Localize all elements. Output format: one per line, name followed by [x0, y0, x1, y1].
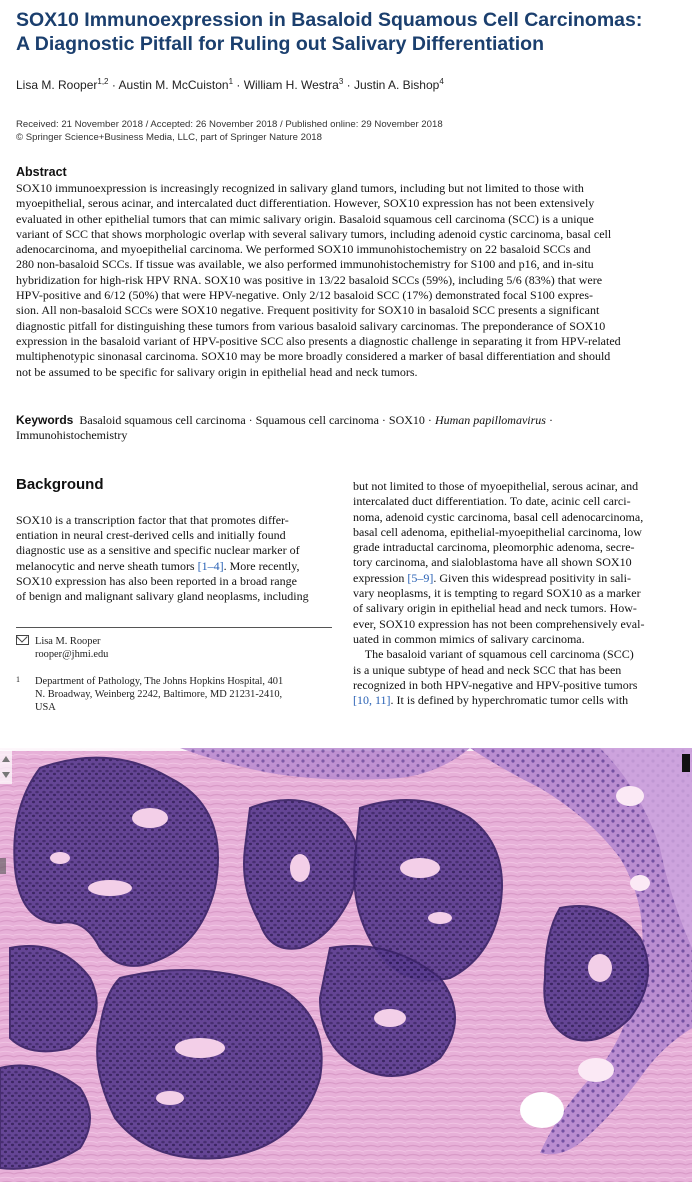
- keywords-label: Keywords: [16, 413, 74, 427]
- stromal-strand: [290, 854, 310, 882]
- author-separator: ·: [233, 78, 244, 92]
- body-text-line: diagnostic use as a sensitive and specific nuclear marker of: [16, 543, 300, 558]
- abstract-line: HPV-positive and 6/12 (50%) that were HPV-negative. Only 2/12 basaloid SCC (17%) demonstrated focal S100 expres-: [16, 288, 594, 303]
- body-text-line: SOX10 is a transcription factor that that promotes differ-: [16, 513, 289, 527]
- author-affiliation-mark: 1,2: [97, 77, 109, 86]
- viewer-side-handle[interactable]: [0, 858, 6, 874]
- stromal-strand: [588, 954, 612, 982]
- body-text-line: recognized in both HPV-negative and HPV-positive tumors: [353, 677, 638, 692]
- abstract-line: adenocarcinoma, and myoepithelial carcinoma. We performed SOX10 immunohistochemistry on 22 basaloid SCCs and: [16, 242, 591, 257]
- abstract-line: 280 non-basaloid SCCs. If tissue was available, we also performed immunohistochemistry for S100 and p16, and in-situ: [16, 257, 594, 272]
- lumen: [616, 786, 644, 806]
- keywords-line-2: Immunohistochemistry: [16, 428, 128, 442]
- citation-link[interactable]: [1–4]: [197, 558, 224, 573]
- stromal-strand: [374, 1009, 406, 1027]
- body-text-line: tory carcinoma, and sialoblastoma have all shown SOX10: [353, 555, 632, 570]
- author-name: William H. Westra: [243, 78, 339, 92]
- abstract-line: not be assumed to be specific for salivary origin in epithelial head and neck tumors.: [16, 364, 418, 379]
- body-text-line: basal cell adenoma, epithelial-myoepithelial carcinoma, low: [353, 524, 642, 539]
- stromal-strand: [132, 808, 168, 828]
- stromal-strand: [175, 1038, 225, 1058]
- abstract-line: SOX10 immunoexpression is increasingly recognized in salivary gland tumors, including but not limited to those with: [16, 181, 584, 195]
- correspondence-email[interactable]: rooper@jhmi.edu: [35, 649, 109, 660]
- basaloid-nest: [97, 970, 322, 1159]
- author-affiliation-mark: 4: [439, 77, 444, 86]
- lumen: [578, 1058, 614, 1082]
- body-text-line: entiation in neural crest-derived cells and initially found: [16, 528, 286, 543]
- body-column-left: [16, 513, 332, 604]
- affiliation-text: [35, 675, 283, 714]
- affiliation-number: 1: [16, 675, 20, 684]
- envelope-icon: [16, 635, 29, 645]
- vacuole: [520, 1092, 564, 1128]
- stromal-strand: [50, 852, 70, 864]
- viewer-nav-control[interactable]: [0, 750, 12, 784]
- citation-link[interactable]: [10, 11]: [353, 693, 391, 708]
- stromal-strand: [428, 912, 452, 924]
- abstract-line: sion. All non-basaloid SCCs were SOX10 negative. Frequent positivity for SOX10 in basaloid SCC presents a significant: [16, 303, 600, 318]
- body-text-line: noma, adenoid cystic carcinoma, basal cell adenocarcinoma,: [353, 509, 644, 524]
- citation-link[interactable]: [5–9]: [407, 570, 434, 585]
- histology-micrograph: [0, 748, 692, 1190]
- abstract-line: variant of SCC that shows morphologic overlap with several salivary tumors, including adenoid cystic carcinoma, basal cell: [16, 226, 612, 241]
- abstract-line: myoepithelial, serous acinar, and intercalated duct differentiation. However, SOX10 expression has not been extensively: [16, 196, 595, 211]
- abstract-line: multiphenotypic sinonasal carcinoma. SOX10 may be more broadly considered a marker of basal differentiation and should: [16, 349, 611, 364]
- he-stained-tissue-image: [0, 748, 692, 1190]
- body-text-line: of benign and malignant salivary gland neoplasms, including: [16, 589, 309, 604]
- keywords: [16, 413, 553, 443]
- author-name: Lisa M. Rooper: [16, 78, 98, 92]
- correspondence-name: Lisa M. Rooper: [35, 636, 101, 647]
- title-line: A Diagnostic Pitfall for Ruling out Salivary Differentiation: [16, 33, 544, 55]
- author-affiliation-mark: 3: [338, 77, 344, 86]
- author-separator: ·: [108, 78, 119, 92]
- author-name: Austin M. McCuiston: [118, 78, 229, 92]
- abstract-line: hybridization for high-risk HPV RNA. SOX10 was positive in 13/22 basaloid SCCs (59%), including 5/6 (83%) that were: [16, 272, 603, 287]
- keywords-line: [16, 413, 553, 428]
- publication-dates: [16, 118, 443, 144]
- keyword-hpv: Human papillomavirus: [434, 413, 546, 427]
- title-line: SOX10 Immunoexpression in Basaloid Squamous Cell Carcinomas:: [16, 9, 643, 31]
- article-title: [16, 8, 656, 56]
- author-affiliation-mark: 1: [228, 77, 234, 86]
- body-column-right: [353, 479, 683, 708]
- abstract-line: evaluated in other epithelial tumors that can mimic salivary origin. Basaloid squamous cell carcinoma (SCC) is a unique: [16, 211, 594, 226]
- abstract-text: [16, 181, 676, 380]
- correspondence-footnote: [16, 634, 108, 661]
- body-text-line: vary neoplasms, it is tempting to regard SOX10 as a marker: [353, 586, 641, 601]
- body-text-line: [10, 11]. It is defined by hyperchromatic tumor cells with: [353, 693, 629, 708]
- author-separator: ·: [343, 78, 354, 92]
- body-text-line: of salivary origin in epithelial head and neck tumors. How-: [353, 601, 637, 616]
- body-text-line: melanocytic and nerve sheath tumors [1–4]. More recently,: [16, 558, 300, 573]
- abstract-line: expression in the basaloid variant of HPV-positive SCC also presents a diagnostic challenge in separating it from HPV-related: [16, 333, 621, 348]
- abstract-line: diagnostic pitfall for distinguishing these tumors from various basaloid salivary carcinomas. The preponderance of SOX10: [16, 318, 606, 333]
- stromal-strand: [156, 1091, 184, 1105]
- viewer-toolbar-icon[interactable]: [682, 754, 690, 772]
- received-accepted-published: Received: 21 November 2018 / Accepted: 26 November 2018 / Published online: 29 November 2018: [16, 119, 443, 130]
- keywords-list: Basaloid squamous cell carcinoma · Squamous cell carcinoma · SOX10 ·: [79, 413, 435, 427]
- body-text-line: ever, SOX10 expression has not been comprehensively eval-: [353, 616, 645, 631]
- lumen: [630, 875, 650, 891]
- affiliation-line: USA: [35, 702, 56, 713]
- author-list: [16, 77, 444, 92]
- body-text-line: The basaloid variant of squamous cell carcinoma (SCC): [353, 647, 634, 662]
- body-text-line: is a unique subtype of head and neck SCC that has been: [353, 662, 622, 677]
- body-text-line: intercalated duct differentiation. To date, acinic cell carci-: [353, 494, 631, 509]
- body-text-line: SOX10 expression has also been reported in a broad range: [16, 573, 297, 588]
- background-heading: Background: [16, 476, 104, 493]
- body-text-line: but not limited to those of myoepithelial, serous acinar, and: [353, 479, 639, 493]
- copyright-line: © Springer Science+Business Media, LLC, part of Springer Nature 2018: [16, 132, 322, 143]
- stromal-strand: [88, 880, 132, 896]
- footnote-divider: [16, 627, 332, 628]
- body-text-line: expression [5–9]. Given this widespread positivity in sali-: [353, 570, 631, 585]
- abstract-heading: Abstract: [16, 165, 67, 179]
- author-name: Justin A. Bishop: [353, 78, 440, 92]
- affiliation-line: N. Broadway, Weinberg 2242, Baltimore, MD 21231-2410,: [35, 689, 283, 700]
- body-text-line: uated in common mimics of salivary carcinoma.: [353, 631, 585, 646]
- keywords-separator: ·: [545, 413, 553, 427]
- affiliation-line: Department of Pathology, The Johns Hopkins Hospital, 401: [35, 676, 284, 687]
- stromal-strand: [400, 858, 440, 878]
- body-text-line: grade intraductal carcinoma, pleomorphic adenoma, secre-: [353, 540, 635, 555]
- affiliation-footnote: [16, 675, 283, 714]
